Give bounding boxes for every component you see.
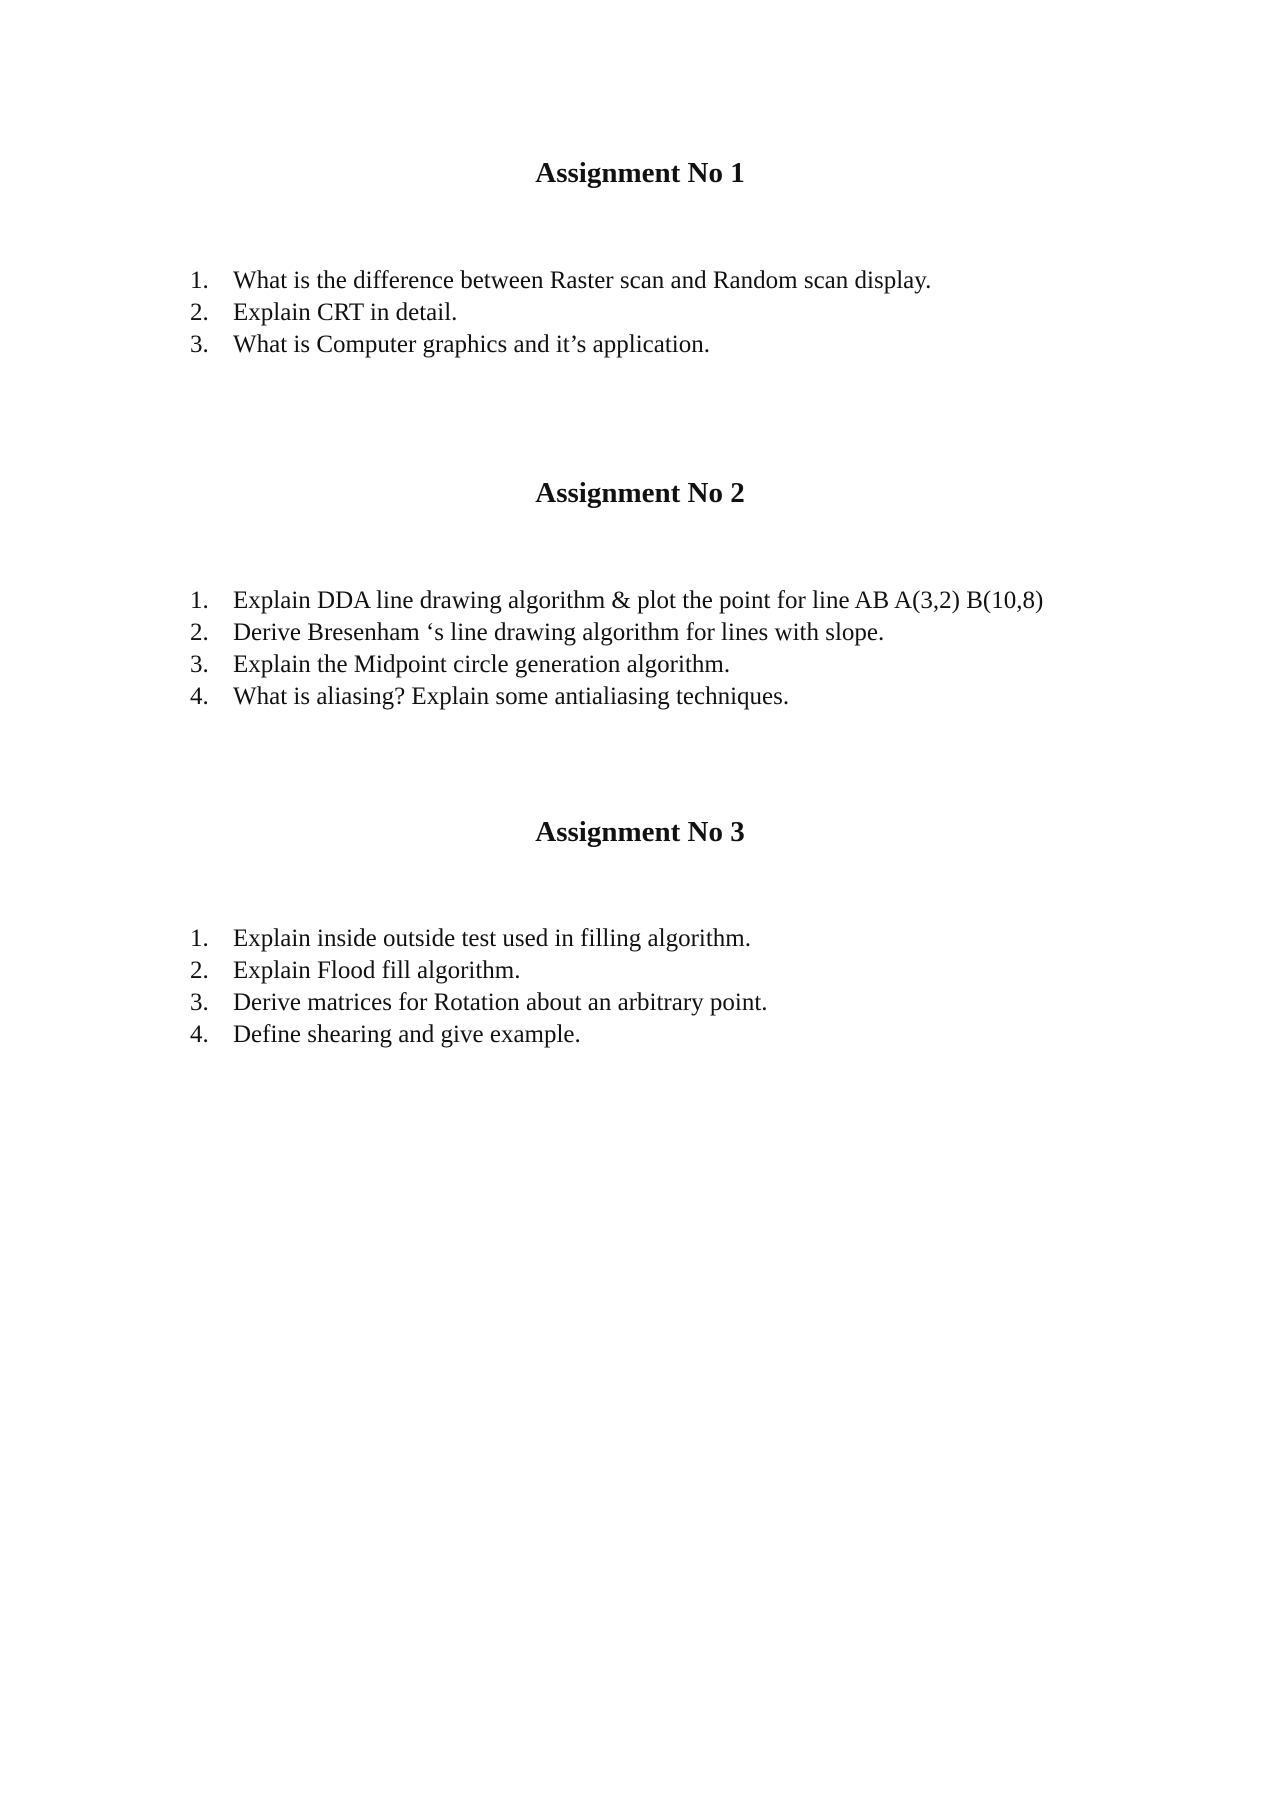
list-item (190, 1019, 768, 1051)
list-item (190, 923, 768, 955)
question-text: Derive Bresenham ‘s line drawing algorithm for lines with slope. (233, 619, 885, 646)
assignment-3-title: Assignment No 3 (535, 816, 745, 848)
assignment-3-question-list (190, 923, 768, 1051)
list-item (190, 265, 931, 297)
list-item (190, 297, 931, 329)
question-text: Explain the Midpoint circle generation algorithm. (233, 651, 731, 678)
question-text: Explain DDA line drawing algorithm & plot the point for line AB A(3,2) B(10,8) (233, 587, 1044, 614)
question-text: Derive matrices for Rotation about an arbitrary point. (233, 989, 768, 1016)
list-item (190, 987, 768, 1019)
list-item (190, 955, 768, 987)
question-number: 4. (190, 683, 209, 710)
question-number: 4. (190, 1021, 209, 1048)
question-number: 2. (190, 619, 209, 646)
list-item (190, 649, 1043, 681)
list-item (190, 617, 1043, 649)
question-text: What is aliasing? Explain some antialiasing techniques. (233, 683, 790, 710)
question-number: 3. (190, 989, 209, 1016)
question-number: 2. (190, 957, 209, 984)
question-number: 3. (190, 651, 209, 678)
assignment-2-question-list (190, 585, 1043, 713)
assignment-2-title: Assignment No 2 (535, 477, 745, 509)
question-text: Explain CRT in detail. (233, 299, 458, 326)
question-text: Explain Flood fill algorithm. (233, 957, 521, 984)
question-text: Explain inside outside test used in filling algorithm. (233, 925, 751, 952)
question-text: What is Computer graphics and it’s application. (233, 331, 710, 358)
question-number: 1. (190, 925, 209, 952)
list-item (190, 329, 931, 361)
question-number: 2. (190, 299, 209, 326)
assignment-1-title: Assignment No 1 (535, 157, 745, 189)
question-number: 3. (190, 331, 209, 358)
question-text: Define shearing and give example. (233, 1021, 581, 1048)
question-text: What is the difference between Raster scan and Random scan display. (233, 267, 932, 294)
question-number: 1. (190, 587, 209, 614)
question-number: 1. (190, 267, 209, 294)
assignment-1-question-list (190, 265, 931, 361)
list-item (190, 585, 1043, 617)
list-item (190, 681, 1043, 713)
